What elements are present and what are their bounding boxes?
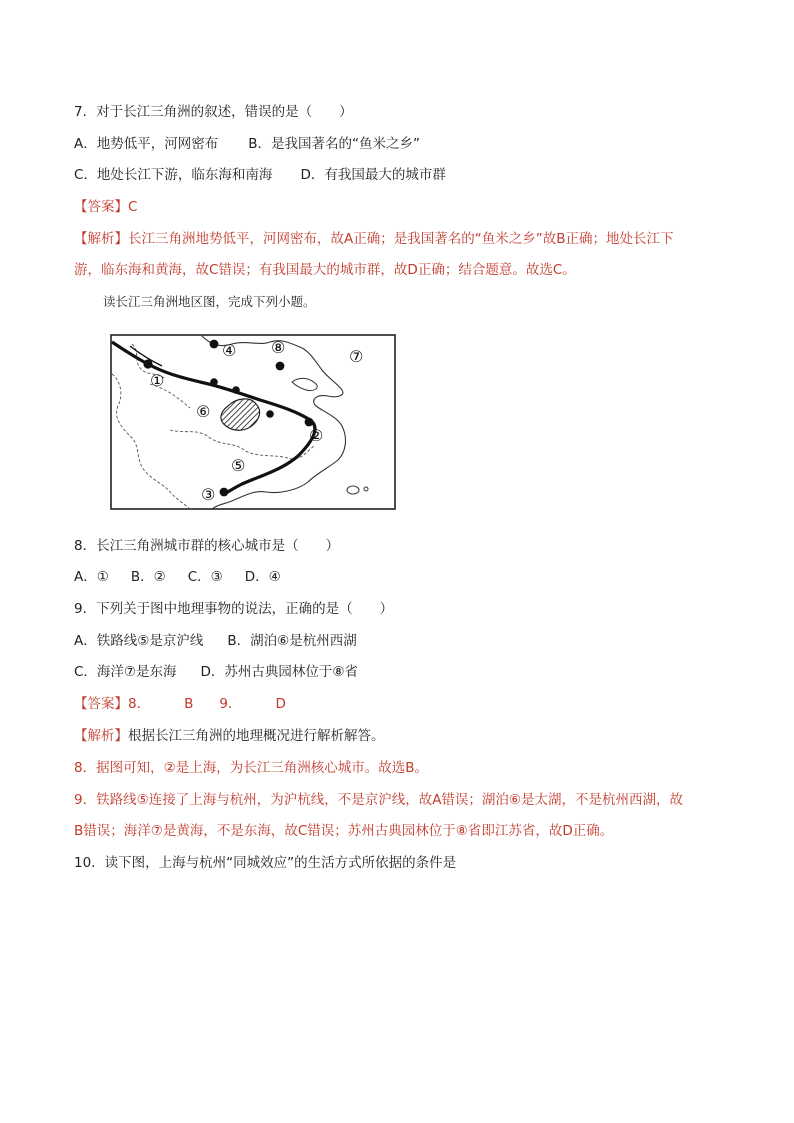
- city-dot-3: [220, 488, 229, 497]
- map-label-5: ⑤: [231, 456, 246, 475]
- map-label-1: ①: [150, 371, 165, 390]
- q7-option-d: D．有我国最大的城市群: [300, 167, 446, 183]
- q7-stem: 7．对于长江三角洲的叙述，错误的是（ ）: [74, 104, 353, 120]
- q10-stem: 10．读下图，上海与杭州“同城效应”的生活方式所依据的条件是: [74, 855, 457, 871]
- map-caption: 读长江三角洲地区图，完成下列小题。: [103, 294, 316, 309]
- q9-analysis-line1: 9．铁路线⑤连接了上海与杭州，为沪杭线，不是京沪线，故A错误；湖泊⑥是太湖，不是杭州西湖，故: [74, 792, 684, 808]
- q7-analysis-line2: 游，临东海和黄海，故C错误；有我国最大的城市群，故D正确；结合题意。故选C。: [74, 262, 576, 278]
- q89-analysis-label: 【解析】: [74, 728, 128, 744]
- q8-option-d: D．④: [244, 569, 281, 585]
- q7-option-a: A．地势低平，河网密布: [74, 136, 219, 152]
- city-dot-4: [210, 340, 219, 349]
- q89-analysis-intro: [74, 726, 385, 746]
- map-label-4: ④: [222, 341, 237, 360]
- railway-stop-b: [232, 386, 240, 394]
- q7-answer-label: 【答案】: [74, 199, 128, 215]
- q8-option-c: C．③: [187, 569, 223, 585]
- q7-analysis-line1: [74, 229, 673, 249]
- q8-answer-value: B: [184, 696, 194, 712]
- map-label-2: ②: [309, 426, 324, 445]
- q7-analysis-text1: 长江三角洲地势低平，河网密布，故A正确；是我国著名的“鱼米之乡”故B正确；地处长江下: [128, 231, 674, 247]
- q8-option-a: A．①: [74, 569, 109, 585]
- q9-option-c: C．海洋⑦是东海: [74, 664, 177, 680]
- railway-stop-a: [210, 378, 218, 386]
- map-label-7: ⑦: [349, 347, 364, 366]
- q89-answer: [74, 694, 286, 714]
- city-dot-8: [276, 362, 285, 371]
- q7-options-cd: [74, 165, 446, 185]
- q8-options: [74, 567, 281, 587]
- q9-option-a: A．铁路线⑤是京沪线: [74, 633, 204, 649]
- q8-answer-num: 8．: [128, 696, 151, 712]
- map-label-8: ⑧: [271, 338, 286, 357]
- q7-option-c: C．地处长江下游，临东海和南海: [74, 167, 273, 183]
- q8-option-b: B．②: [130, 569, 166, 585]
- q9-analysis-line2: B错误；海洋⑦是黄海，不是东海，故C错误；苏州古典园林位于⑧省即江苏省，故D正确。: [74, 823, 614, 839]
- railway-stop-c: [266, 410, 274, 418]
- q7-analysis-label: 【解析】: [74, 231, 128, 247]
- q89-answer-label: 【答案】: [74, 696, 128, 712]
- q8-stem: 8．长江三角洲城市群的核心城市是（ ）: [74, 538, 340, 554]
- q9-answer-value: D: [275, 696, 286, 712]
- q9-answer-num: 9．: [219, 696, 242, 712]
- yangtze-delta-map: [110, 334, 396, 510]
- city-dot-1: [143, 359, 152, 368]
- q9-options-cd: [74, 662, 358, 682]
- q9-stem: 9．下列关于图中地理事物的说法，正确的是（ ）: [74, 601, 394, 617]
- q7-option-b: B．是我国著名的“鱼米之乡”: [248, 136, 420, 152]
- q8-analysis: 8．据图可知，②是上海，为长江三角洲核心城市。故选B。: [74, 760, 428, 776]
- q7-answer: [74, 197, 137, 217]
- q7-options-ab: [74, 134, 420, 154]
- map-label-6: ⑥: [196, 402, 211, 421]
- q7-answer-value: C: [128, 199, 138, 215]
- map-label-3: ③: [201, 485, 216, 504]
- q89-analysis-intro-text: 根据长江三角洲的地理概况进行解析解答。: [128, 728, 385, 744]
- q9-option-d: D．苏州古典园林位于⑧省: [200, 664, 359, 680]
- q9-options-ab: [74, 631, 357, 651]
- q9-option-b: B．湖泊⑥是杭州西湖: [227, 633, 357, 649]
